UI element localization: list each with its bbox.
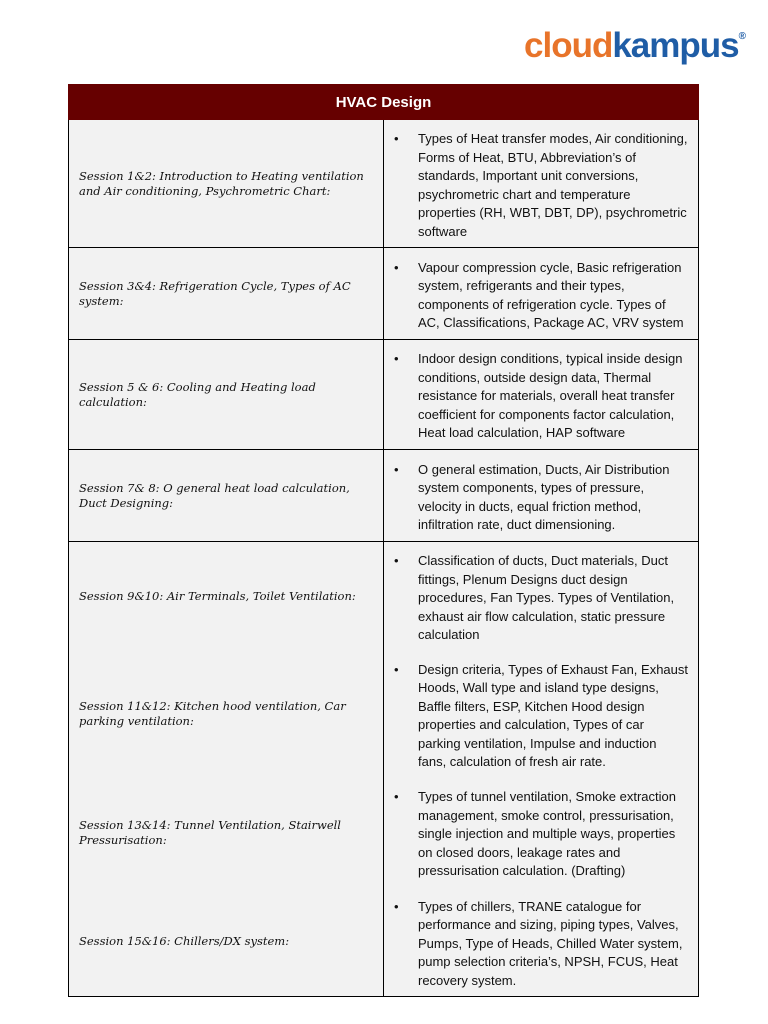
table-row: [69, 542, 699, 651]
table-row: [69, 651, 699, 778]
topic-list: [394, 661, 688, 772]
topic-list: [394, 552, 688, 645]
topics-cell: [384, 651, 699, 778]
session-cell: Session 1&2: Introduction to Heating ventilation and Air conditioning, Psychrometric Chart:: [69, 120, 384, 248]
topic-list: [394, 350, 688, 443]
session-cell: Session 13&14: Tunnel Ventilation, Stairwell Pressurisation:: [69, 778, 384, 888]
course-table: [68, 84, 699, 997]
session-cell: Session 5 & 6: Cooling and Heating load calculation:: [69, 340, 384, 450]
topic-list: [394, 130, 688, 241]
topics-cell: [384, 340, 699, 450]
session-cell: Session 15&16: Chillers/DX system:: [69, 888, 384, 997]
session-cell: Session 11&12: Kitchen hood ventilation, Car parking ventilation:: [69, 651, 384, 778]
topics-cell: [384, 120, 699, 248]
topic-item: • Types of Heat transfer modes, Air conditioning, Forms of Heat, BTU, Abbreviation’s of standards, Important unit conversions, psychrometric chart and temperature properties (RH, WBT, DBT, DP), psychrometric software: [418, 130, 688, 241]
topic-item: • Classification of ducts, Duct materials, Duct fittings, Plenum Designs duct design procedures, Fan Types. Types of Ventilation, exhaust air flow calculation, static pressure calculation: [418, 552, 688, 645]
topics-cell: [384, 450, 699, 542]
topic-item: • Types of chillers, TRANE catalogue for performance and sizing, piping types, Valves, Pumps, Type of Heads, Chilled Water system, pump selection criteria’s, NPSH, FCUS, Heat recovery system.: [418, 898, 688, 991]
topic-item: • Design criteria, Types of Exhaust Fan, Exhaust Hoods, Wall type and island type designs, Baffle filters, ESP, Kitchen Hood design properties and calculation, Types of car parking ventilation, Impulse and induction fans, calculation of fresh air rate.: [418, 661, 688, 772]
topic-list: [394, 788, 688, 881]
topic-list: [394, 461, 688, 535]
cloudkampus-logo: [524, 28, 746, 63]
logo-part-cloud: cloud: [524, 26, 613, 65]
session-cell: Session 7& 8: O general heat load calculation, Duct Designing:: [69, 450, 384, 542]
session-cell: Session 3&4: Refrigeration Cycle, Types of AC system:: [69, 248, 384, 340]
table-row: [69, 888, 699, 997]
session-cell: Session 9&10: Air Terminals, Toilet Ventilation:: [69, 542, 384, 651]
topic-item: • Vapour compression cycle, Basic refrigeration system, refrigerants and their types, components of refrigeration cycle. Types of AC, Classifications, Package AC, VRV system: [418, 259, 688, 333]
topic-item: • Types of tunnel ventilation, Smoke extraction management, smoke control, pressurisation, single injection and multiple ways, properties on closed doors, leakage rates and pressurisation calculation. (Drafting): [418, 788, 688, 881]
registered-mark: ®: [738, 31, 746, 42]
topic-item: • O general estimation, Ducts, Air Distribution system components, types of pressure, velocity in ducts, equal friction method, infiltration rate, duct dimensioning.: [418, 461, 688, 535]
topic-list: [394, 259, 688, 333]
topics-cell: [384, 888, 699, 997]
table-row: [69, 340, 699, 450]
topics-cell: [384, 248, 699, 340]
topic-list: [394, 898, 688, 991]
logo-part-kampus: kampus: [612, 26, 739, 65]
topics-cell: [384, 542, 699, 651]
topics-cell: [384, 778, 699, 888]
table-row: [69, 778, 699, 888]
table-row: [69, 450, 699, 542]
table-title: HVAC Design: [69, 85, 699, 120]
table-row: [69, 248, 699, 340]
table-row: [69, 120, 699, 248]
topic-item: • Indoor design conditions, typical inside design conditions, outside design data, Thermal resistance for materials, overall heat transfer coefficient for components factor calculation, Heat load calculation, HAP software: [418, 350, 688, 443]
